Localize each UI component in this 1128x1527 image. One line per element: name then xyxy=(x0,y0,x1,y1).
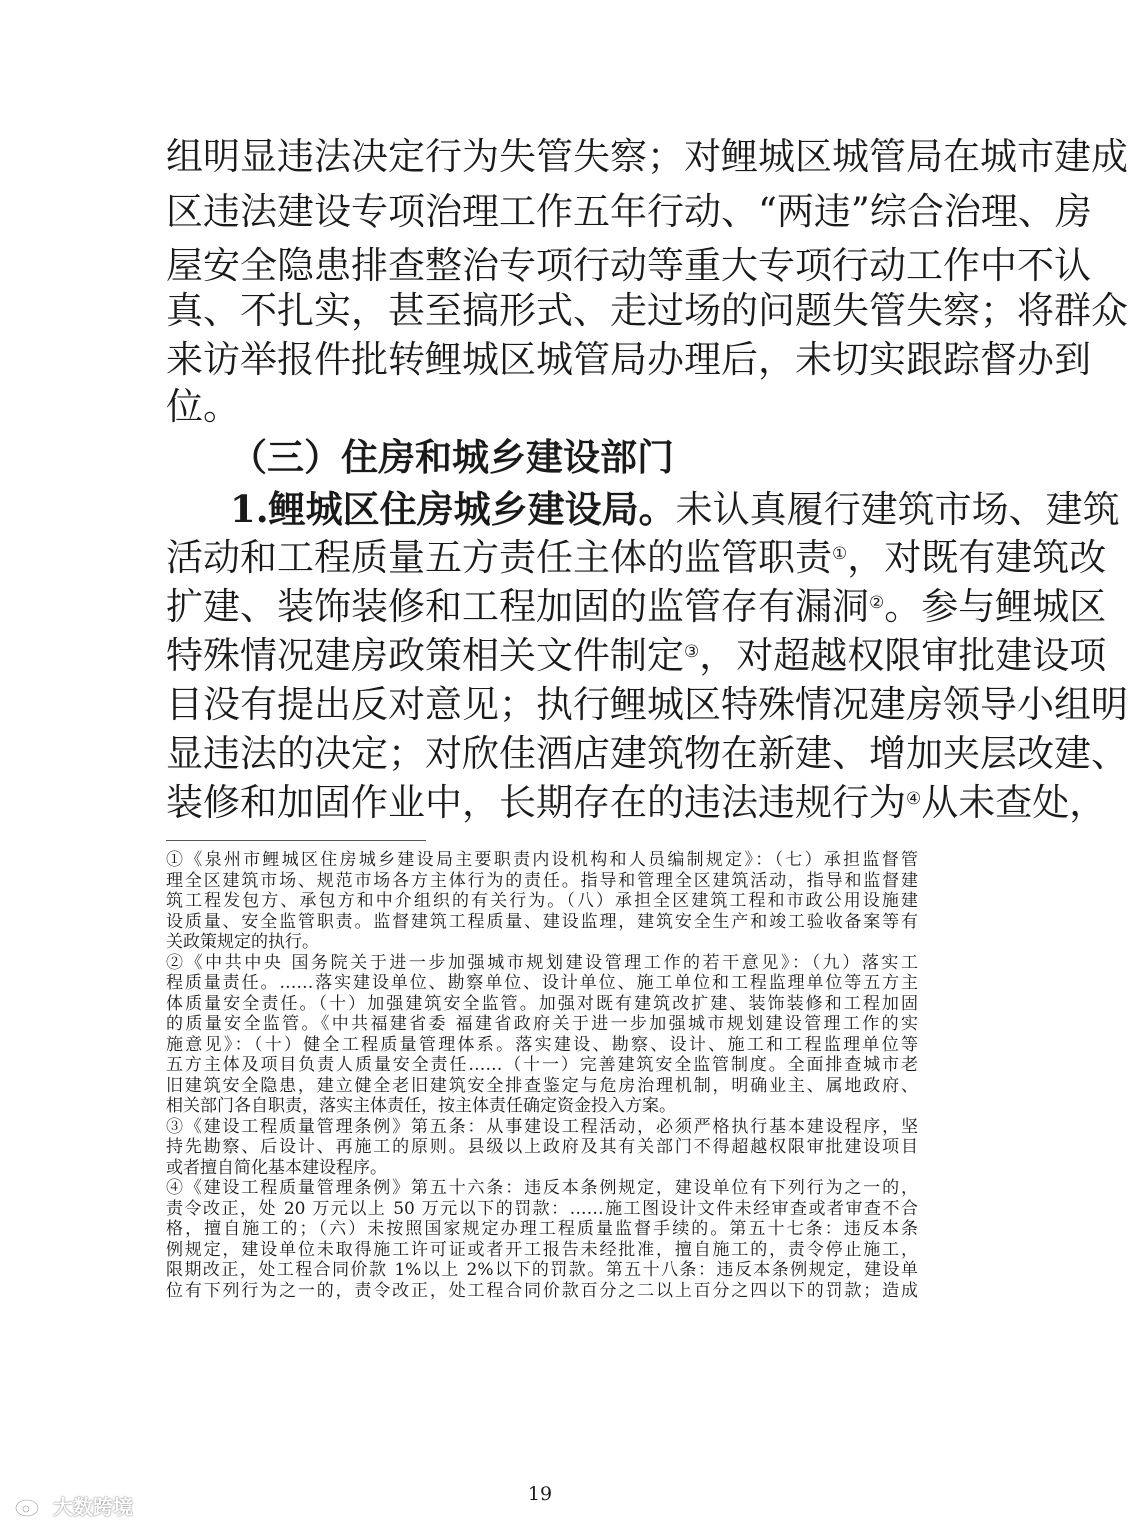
footnote-line: ①《泉州市鲤城区住房城乡建设局主要职责内设机构和人员编制规定》：（七）承担监督管 xyxy=(166,850,918,870)
footnote-line: 施意见》：（十）健全工程质量管理体系。落实建设、勘察、设计、施工和工程监理单位等 xyxy=(166,1034,918,1055)
body-line: 屋安全隐患排查整治专项行动等重大专项行动工作中不认 xyxy=(166,244,1091,287)
body-text-span: 。参与鲤城区 xyxy=(884,585,1107,628)
footnote-line: ③《建设工程质量管理条例》第五条：从事建设工程活动，必须严格执行基本建设程序，坚 xyxy=(166,1116,918,1137)
watermark xyxy=(14,1491,133,1520)
body-line: 真、不扎实，甚至搞形式、走过场的问题失管失察；将群众 xyxy=(166,289,1128,332)
body-text-span: 未认真履行建筑市场、建筑 xyxy=(675,488,1120,531)
body-line: 位。 xyxy=(166,385,240,428)
body-line xyxy=(166,533,1107,583)
body-line: 目没有提出反对意见；执行鲤城区特殊情况建房领导小组明 xyxy=(166,683,1128,726)
body-text-span: 扩建、装饰装修和工程加固的监管存有漏洞 xyxy=(166,585,869,628)
footnote-line: ②《中共中央 国务院关于进一步加强城市规划建设管理工作的若干意见》：（九）落实工 xyxy=(166,952,918,973)
footnote-line: 的质量安全监管。《中共福建省委 福建省政府关于进一步加强城市规划建设管理工作的实 xyxy=(166,1014,918,1034)
footnote-line: 关政策规定的执行。 xyxy=(166,932,319,952)
section-heading: （三）住房和城乡建设部门 xyxy=(230,435,674,479)
footnote-line: 持先勘察、后设计、再施工的原则。县级以上政府及其有关部门不得超越权限审批建设项目 xyxy=(166,1137,918,1157)
footnote-line: 设质量、安全监管职责。监督建筑工程质量、建设监理，建筑安全生产和竣工验收备案等有 xyxy=(166,911,918,932)
weibo-logo-icon xyxy=(14,1494,48,1518)
body-line xyxy=(166,582,1107,632)
body-line xyxy=(166,484,1120,535)
footnote-divider xyxy=(166,840,426,841)
footnote-line: 相关部门各自职责，落实主体责任，按主体责任确定资金投入方案。 xyxy=(166,1096,676,1116)
footnote-line: 例规定，建设单位未取得施工许可证或者开工报告未经批准，擅自施工的，责令停止施工， xyxy=(166,1239,918,1260)
body-line: 来访举报件批转鲤城区城管局办理后，未切实跟踪督办到 xyxy=(166,338,1091,381)
body-line: 显违法的决定；对欣佳酒店建筑物在新建、增加夹层改建、 xyxy=(166,732,1128,775)
body-text-span: 从未查处， xyxy=(921,781,1107,824)
footnote-line: 或者擅自简化基本建设程序。 xyxy=(166,1157,387,1178)
footnote-ref: ③ xyxy=(684,642,700,662)
footnote-line: 理全区建筑市场、规范市场各方主体行为的责任。指导和管理全区建筑活动，指导和监督建 xyxy=(166,870,918,891)
body-text-span: 装修和加固作业中，长期存在的违法违规行为 xyxy=(166,781,906,824)
body-text-span: 活动和工程质量五方责任主体的监管职责 xyxy=(166,536,832,579)
footnote-ref: ④ xyxy=(906,789,922,809)
body-line: 区违法建设专项治理工作五年行动、“两违”综合治理、房 xyxy=(166,190,1092,233)
footnote-line: 五方主体及项目负责人质量安全责任……（十一）完善建筑安全监管制度。全面排查城市老 xyxy=(166,1055,918,1075)
footnote-line: 责令改正，处 20 万元以上 50 万元以下的罚款：……施工图设计文件未经审查或者审查不合 xyxy=(166,1198,918,1219)
footnote-line: 限期改正，处工程合同价款 1%以上 2%以下的罚款。第五十八条：违反本条例规定，建设单 xyxy=(166,1260,918,1280)
footnote-line: 旧建筑安全隐患，建立健全老旧建筑安全排查鉴定与危房治理机制，明确业主、属地政府、 xyxy=(166,1075,918,1096)
footnote-line: ④《建设工程质量管理条例》第五十六条：违反本条例规定，建设单位有下列行为之一的， xyxy=(166,1178,918,1198)
footnote-ref: ① xyxy=(832,544,848,564)
footnote-line: 格，擅自施工的；（六）未按照国家规定办理工程质量监督手续的。第五十七条：违反本条 xyxy=(166,1219,918,1239)
page-number: 19 xyxy=(527,1483,553,1505)
body-text-span: 特殊情况建房政策相关文件制定 xyxy=(166,634,684,677)
body-line: 组明显违法决定行为失管失察；对鲤城区城管局在城市建成 xyxy=(166,135,1128,178)
body-line xyxy=(166,778,1107,828)
entity-title: 1.鲤城区住房城乡建设局。 xyxy=(230,487,676,531)
footnote-line: 筑工程发包方、承包方和中介组织的有关行为。（八）承担全区建筑工程和市政公用设施建 xyxy=(166,891,918,911)
body-text-span: ，对既有建筑改 xyxy=(847,536,1107,579)
footnote-line: 体质量安全责任。（十）加强建筑安全监管。加强对既有建筑改扩建、装饰装修和工程加固 xyxy=(166,993,918,1014)
footnote-line: 程质量责任。……落实建设单位、勘察单位、设计单位、施工单位和工程监理单位等五方主 xyxy=(166,973,918,993)
footnote-ref: ② xyxy=(869,593,885,613)
footnote-line: 位有下列行为之一的，责令改正，处工程合同价款百分之二以上百分之四以下的罚款；造成 xyxy=(166,1280,918,1301)
watermark-text: 大数跨境 xyxy=(53,1495,133,1519)
body-line xyxy=(166,631,1107,681)
body-text-span: ，对超越权限审批建设项 xyxy=(699,634,1107,677)
